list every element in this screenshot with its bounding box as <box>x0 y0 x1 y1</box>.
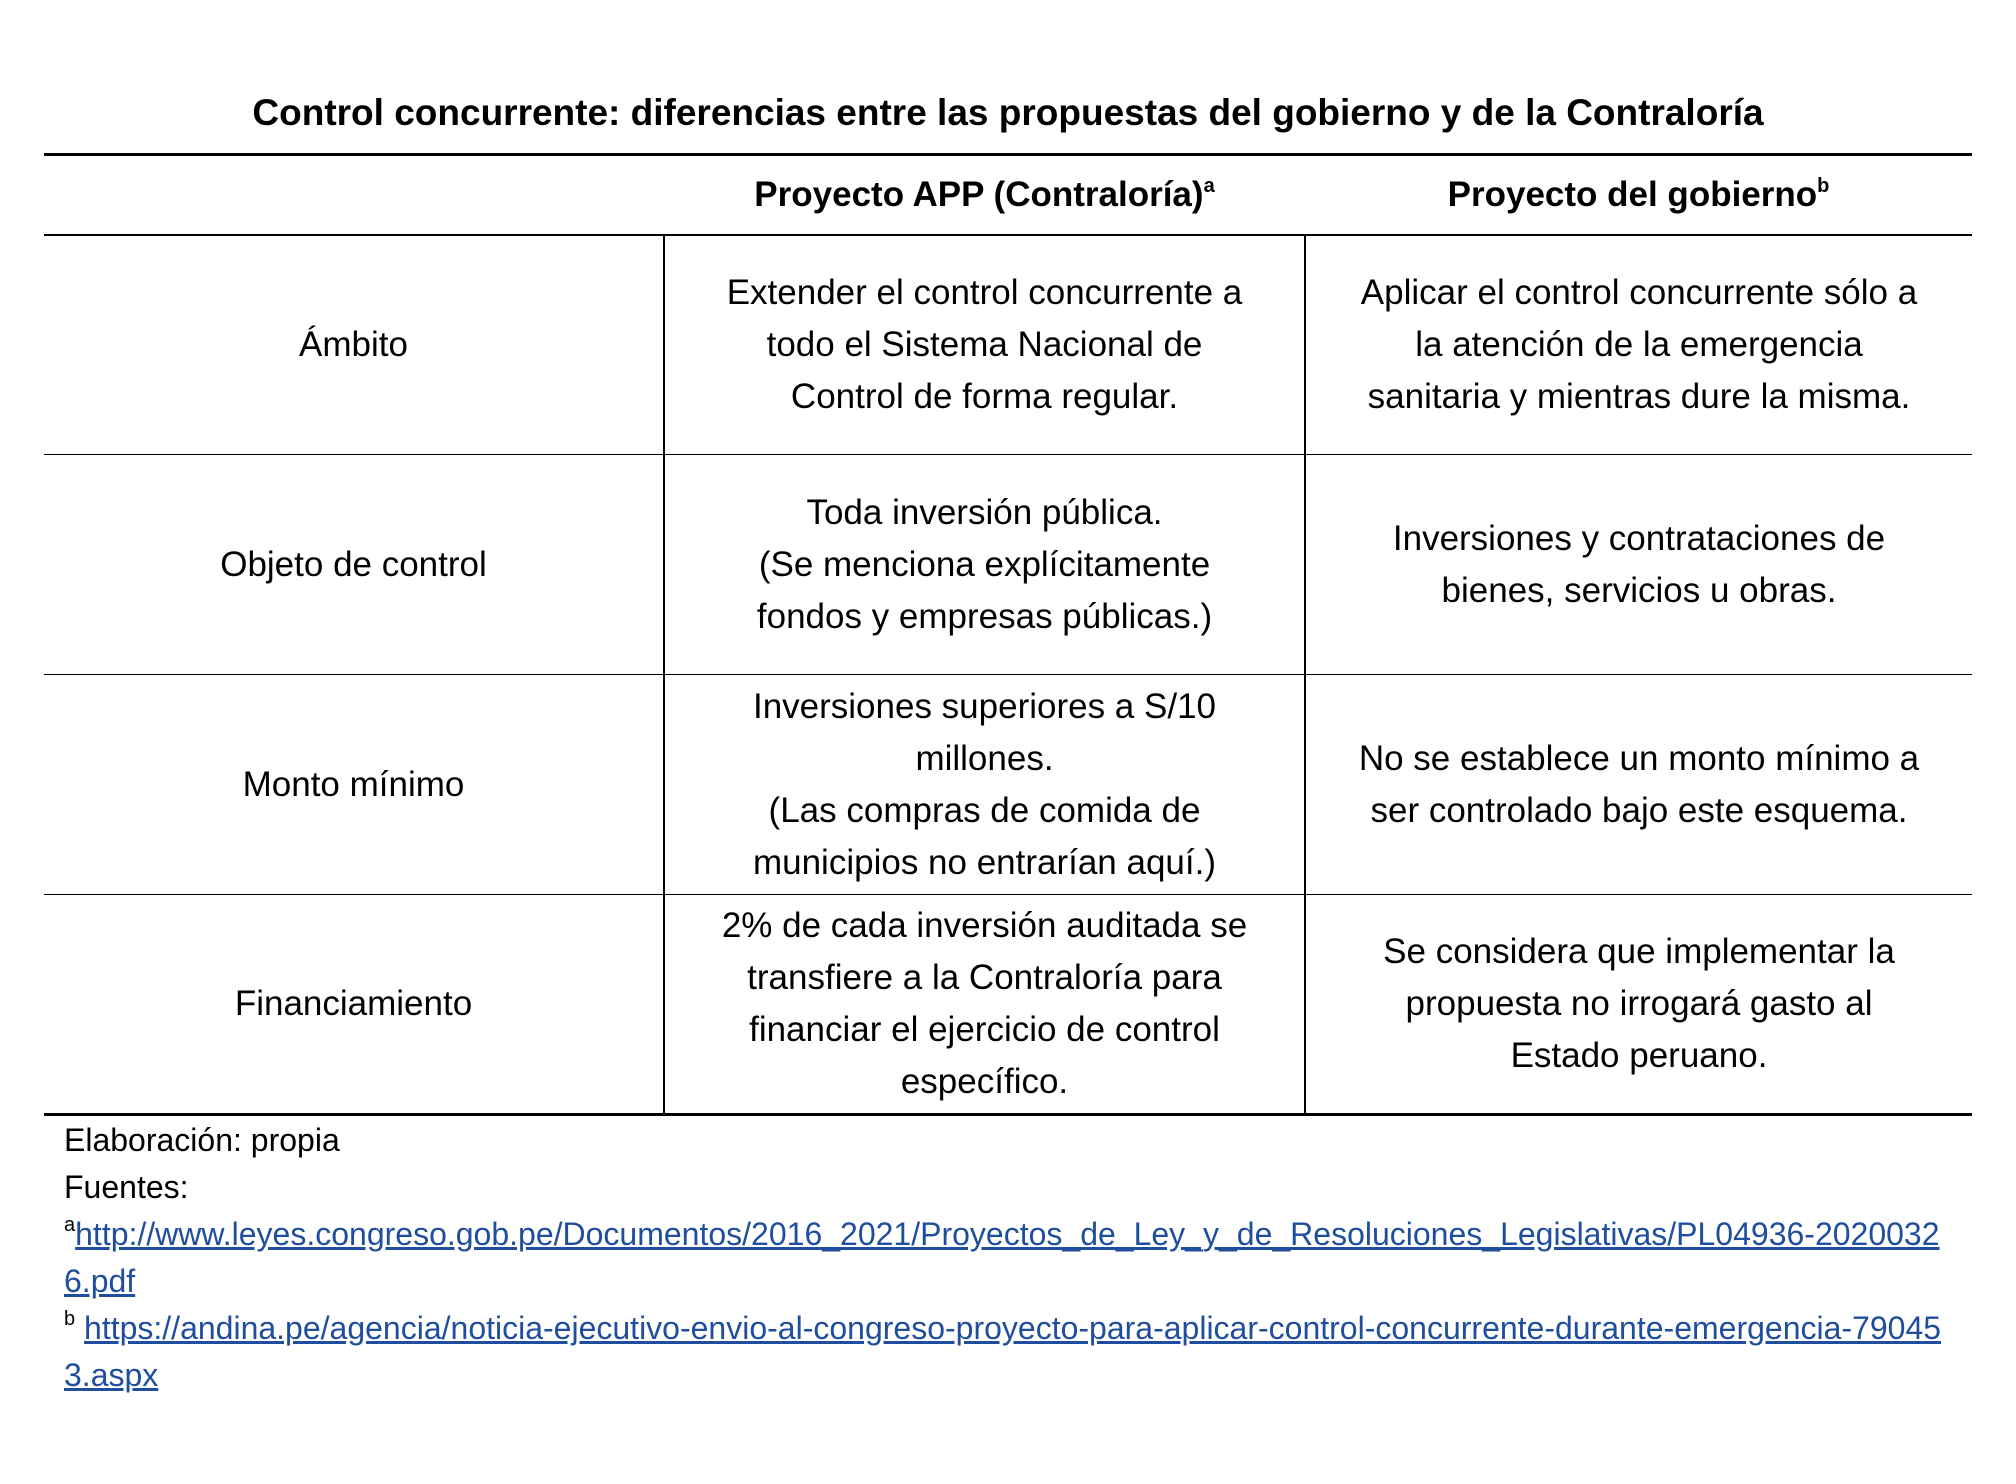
row-label-ambito: Ámbito <box>44 235 664 455</box>
comparison-table <box>44 153 1972 1116</box>
table-row <box>44 675 1972 895</box>
table-row <box>44 235 1972 455</box>
header-empty-cell <box>44 155 664 235</box>
footnote-marker: b <box>64 1308 76 1330</box>
cell-contraloria: Extender el control concurrente a todo el Sistema Nacional de Control de forma regular. <box>664 235 1305 455</box>
elaboracion-note: Elaboración: propia <box>64 1122 340 1158</box>
cell-gobierno: Se considera que implementar la propuesta no irrogará gasto al Estado peruano. <box>1305 895 1972 1115</box>
page-title: Control concurrente: diferencias entre las propuestas del gobierno y de la Contraloría <box>252 92 1764 133</box>
row-label-monto: Monto mínimo <box>44 675 664 895</box>
source-b <box>64 1305 1944 1399</box>
table-row <box>44 895 1972 1115</box>
footer-notes <box>64 1117 1944 1399</box>
cell-gobierno: Aplicar el control concurrente sólo a la atención de la emergencia sanitaria y mientras dure la misma. <box>1305 235 1972 455</box>
header-gobierno: Proyecto del gobierno$^b$ <box>1305 155 1972 235</box>
cell-contraloria: Toda inversión pública. (Se menciona explícitamente fondos y empresas públicas.) <box>664 455 1305 675</box>
cell-gobierno: Inversiones y contrataciones de bienes, servicios u obras. <box>1305 455 1972 675</box>
footnote-marker: a <box>64 1214 76 1236</box>
footnote-marker: a <box>1203 174 1215 197</box>
cell-gobierno: No se establece un monto mínimo a ser controlado bajo este esquema. <box>1305 675 1972 895</box>
row-label-financiamiento: Financiamiento <box>44 895 664 1115</box>
cell-contraloria: 2% de cada inversión auditada se transfiere a la Contraloría para financiar el ejercicio de control específico. <box>664 895 1305 1115</box>
table-row <box>44 455 1972 675</box>
footnote-marker: b <box>1817 174 1830 197</box>
source-a <box>64 1211 1944 1305</box>
cell-contraloria: Inversiones superiores a S/10 millones. (Las compras de comida de municipios no entrarían aquí.) <box>664 675 1305 895</box>
fuentes-label: Fuentes: <box>64 1169 189 1205</box>
source-link-a[interactable]: http://www.leyes.congreso.gob.pe/Documentos/2016_2021/Proyectos_de_Ley_y_de_Resoluciones_Legislativas/PL04936-20200326.pdf <box>64 1216 1940 1299</box>
source-link-b[interactable]: https://andina.pe/agencia/noticia-ejecutivo-envio-al-congreso-proyecto-para-aplicar-control-concurrente-durante-emergencia-790453.aspx <box>64 1310 1942 1393</box>
header-contraloria: Proyecto APP (Contraloría)$^a$ <box>664 155 1305 235</box>
table-header-row <box>44 155 1972 235</box>
row-label-objeto: Objeto de control <box>44 455 664 675</box>
